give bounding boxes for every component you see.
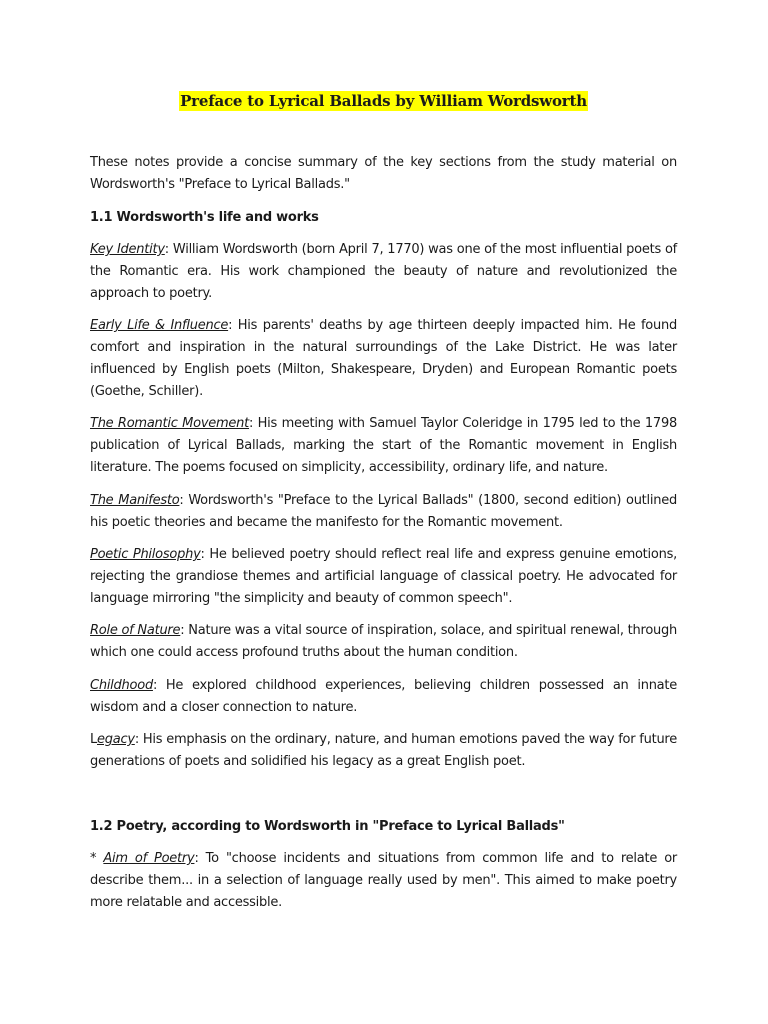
- term-early-life: Early Life & Influence: [90, 318, 229, 333]
- term-manifesto: The Manifesto: [90, 493, 180, 508]
- paragraph-key-identity: Key Identity: William Wordsworth (born April 7, 1770) was one of the most influential poets of the Romantic era. His work championed the beauty of nature and revolutionized the approach to poetry.: [90, 242, 677, 301]
- term-legacy: egacy: [97, 732, 135, 747]
- term-poetic-philosophy: Poetic Philosophy: [90, 547, 201, 562]
- paragraph-aim-of-poetry: * Aim of Poetry: To "choose incidents and situations from common life and to relate or describe them... in a selection of language really used by men". This aimed to make poetry more relatable and accessible.: [90, 851, 677, 910]
- title-highlight: Preface to Lyrical Ballads by William Wordsworth: [180, 92, 587, 110]
- term-key-identity: Key Identity: [90, 242, 165, 257]
- paragraph-poetic-philosophy: Poetic Philosophy: He believed poetry should reflect real life and express genuine emotions, rejecting the grandiose themes and artificial language of classical poetry. He advocated for language mirroring "the simplicity and beauty of common speech".: [90, 547, 677, 606]
- paragraph-manifesto: The Manifesto: Wordsworth's "Preface to the Lyrical Ballads" (1800, second edition) outlined his poetic theories and became the manifesto for the Romantic movement.: [90, 493, 677, 530]
- paragraph-role-of-nature: Role of Nature: Nature was a vital source of inspiration, solace, and spiritual renewal, through which one could access profound truths about the human condition.: [90, 623, 678, 660]
- term-romantic-movement: The Romantic Movement: [90, 416, 250, 431]
- paragraph-romantic-movement: The Romantic Movement: His meeting with Samuel Taylor Coleridge in 1795 led to the 1798 publication of Lyrical Ballads, marking the start of the Romantic movement in English literature. The poems focused on simplicity, accessibility, ordinary life, and nature.: [90, 416, 677, 475]
- intro-paragraph: These notes provide a concise summary of the key sections from the study material on Wordsworth's "Preface to Lyrical Ballads.": [90, 155, 677, 192]
- term-aim-of-poetry: Aim of Poetry: [103, 851, 195, 866]
- paragraph-childhood: Childhood: He explored childhood experiences, believing children possessed an innate wisdom and a closer connection to nature.: [90, 678, 677, 715]
- term-childhood: Childhood: [90, 678, 153, 693]
- term-role-of-nature: Role of Nature: [90, 623, 181, 638]
- section-heading-1-2: 1.2 Poetry, according to Wordsworth in "Preface to Lyrical Ballads": [90, 819, 565, 834]
- document-title: [90, 90, 677, 112]
- section-heading-1-1: 1.1 Wordsworth's life and works: [90, 210, 319, 225]
- paragraph-early-life: Early Life & Influence: His parents' deaths by age thirteen deeply impacted him. He found comfort and inspiration in the natural surroundings of the Lake District. He was later influenced by English poets (Milton, Shakespeare, Dryden) and European Romantic poets (Goethe, Schiller).: [90, 318, 677, 399]
- paragraph-legacy: Legacy: His emphasis on the ordinary, nature, and human emotions paved the way for future generations of poets and solidified his legacy as a great English poet.: [90, 732, 677, 769]
